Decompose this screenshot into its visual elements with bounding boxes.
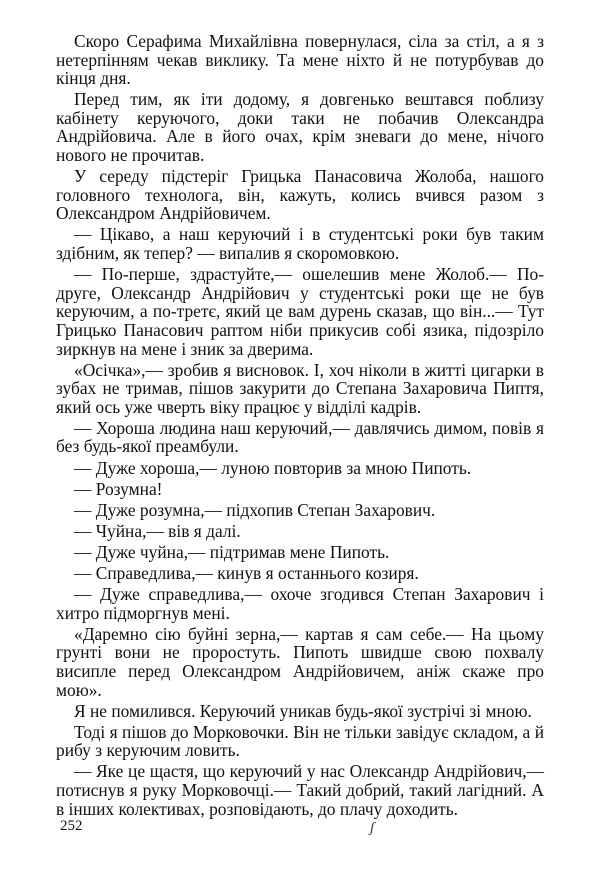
paragraph: Тоді я пішов до Морковочки. Він не тільки завідує складом, а й рибу з керуючим ловить. <box>56 721 544 761</box>
paragraph: Скоро Серафима Михайлівна повернулася, сіла за стіл, а я з нетерпінням чекав виклику. Та мене ніхто й не потурбував до кінця дня. <box>56 31 544 89</box>
paragraph: «Даремно сію буйні зерна,— картав я сам себе.— На цьому грунті вони не проростуть. Пипоть швидше свою похвалу висипле перед Олександром Андрійовичем, аніж скаже про мою». <box>56 623 544 700</box>
book-page-text <box>56 32 544 821</box>
page-footer <box>56 818 544 840</box>
paragraph: Перед тим, як іти додому, я довгенько вештався поблизу кабінету керуючого, доки таки не побачив Олександра Андрійовича. Але в його очах, крім зневаги до мене, нічого нового не прочитав. <box>56 89 544 166</box>
paragraph: — Хороша людина наш керуючий,— давлячись димом, повів я без будь-якої преамбули. <box>56 417 544 457</box>
paragraph: — Справедлива,— кинув я останнього козиря. <box>74 563 419 584</box>
paragraph: «Осічка»,— зробив я висновок. І, хоч ніколи в житті цигарки в зубах не тримав, пішов закурити до Степана Захаровича Пиптя, який ось уже чверть віку працює у відділі кадрів. <box>56 359 544 417</box>
paragraph: — Чуйна,— вів я далі. <box>74 520 241 541</box>
paragraph: — Дуже розумна,— підхопив Степан Захарович. <box>74 499 436 520</box>
paragraph: — Розумна! <box>74 478 163 499</box>
paragraph: — По-перше, здрастуйте,— ошелешив мене Жолоб.— По-друге, Олександр Андрійович у студентські роки ще не був керуючим, а по-третє, який це вам дурень сказав, що він...— Тут Грицько Панасович раптом ніби прикусив собі язика, підозріло зиркнув на мене і зник за дверима. <box>56 264 544 359</box>
signature-mark: ʃ <box>370 820 375 836</box>
paragraph: — Дуже хороша,— луною повторив за мною Пипоть. <box>74 457 472 478</box>
paragraph: — Дуже справедлива,— охоче згодився Степан Захарович і хитро підморгнув мені. <box>56 584 544 623</box>
paragraph: — Яке це щастя, що керуючий у нас Олександр Андрійович,— потиснув я руку Морковочці.— Такий добрий, такий лагідний. А в інших колективах, розповідають, до плачу доходить. <box>56 761 544 819</box>
page-number: 252 <box>60 818 83 834</box>
paragraph: — Дуже чуйна,— підтримав мене Пипоть. <box>74 541 390 562</box>
paragraph: У середу підстеріг Грицька Панасовича Жолоба, нашого головного технолога, він, кажуть, колись вчився разом з Олександром Андрійовичем. <box>56 166 544 224</box>
paragraph: — Цікаво, а наш керуючий і в студентські роки був таким здібним, як тепер? — випалив я скоромовкою. <box>56 224 544 264</box>
paragraph: Я не помилився. Керуючий уникав будь-якої зустрічі зі мною. <box>74 700 532 721</box>
